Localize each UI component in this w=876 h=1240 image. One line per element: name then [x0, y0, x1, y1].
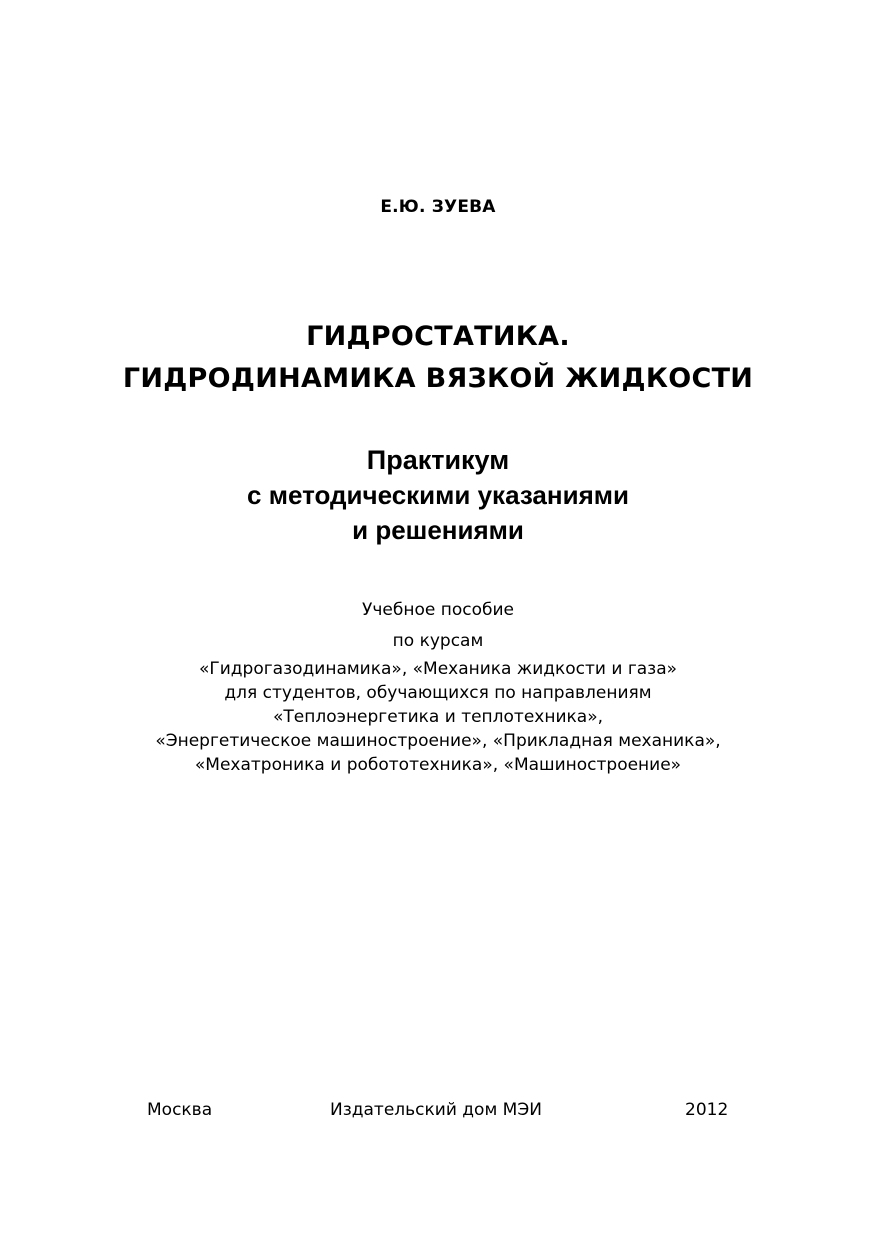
book-subtitle [0, 443, 876, 548]
publisher-name: Издательский дом МЭИ [330, 1100, 542, 1120]
directions-line-3: «Мехатроника и робототехника», «Машиностроение» [194, 755, 682, 775]
directions-line-2: «Энергетическое машиностроение», «Прикладная механика», [155, 731, 721, 751]
book-title-line-2: ГИДРОДИНАМИКА ВЯЗКОЙ ЖИДКОСТИ [122, 363, 754, 394]
book-title-line-1: ГИДРОСТАТИКА. [306, 321, 570, 352]
book-subtitle-line-2: с методическими указаниями [247, 480, 629, 510]
book-description [0, 598, 876, 777]
publication-year: 2012 [685, 1100, 729, 1120]
author-name: Е.Ю. ЗУЕВА [380, 197, 496, 217]
for-courses-label: по курсам [392, 631, 484, 651]
book-subtitle-line-3: и решениями [352, 515, 524, 545]
directions-line-1: «Теплоэнергетика и теплотехника», [272, 707, 604, 727]
audience-text: для студентов, обучающихся по направлениям [224, 683, 652, 703]
publication-city: Москва [147, 1100, 213, 1120]
publication-type: Учебное пособие [362, 600, 514, 620]
course-names: «Гидрогазодинамика», «Механика жидкости и газа» [198, 659, 678, 679]
book-title [0, 316, 876, 400]
book-subtitle-line-1: Практикум [366, 445, 510, 475]
